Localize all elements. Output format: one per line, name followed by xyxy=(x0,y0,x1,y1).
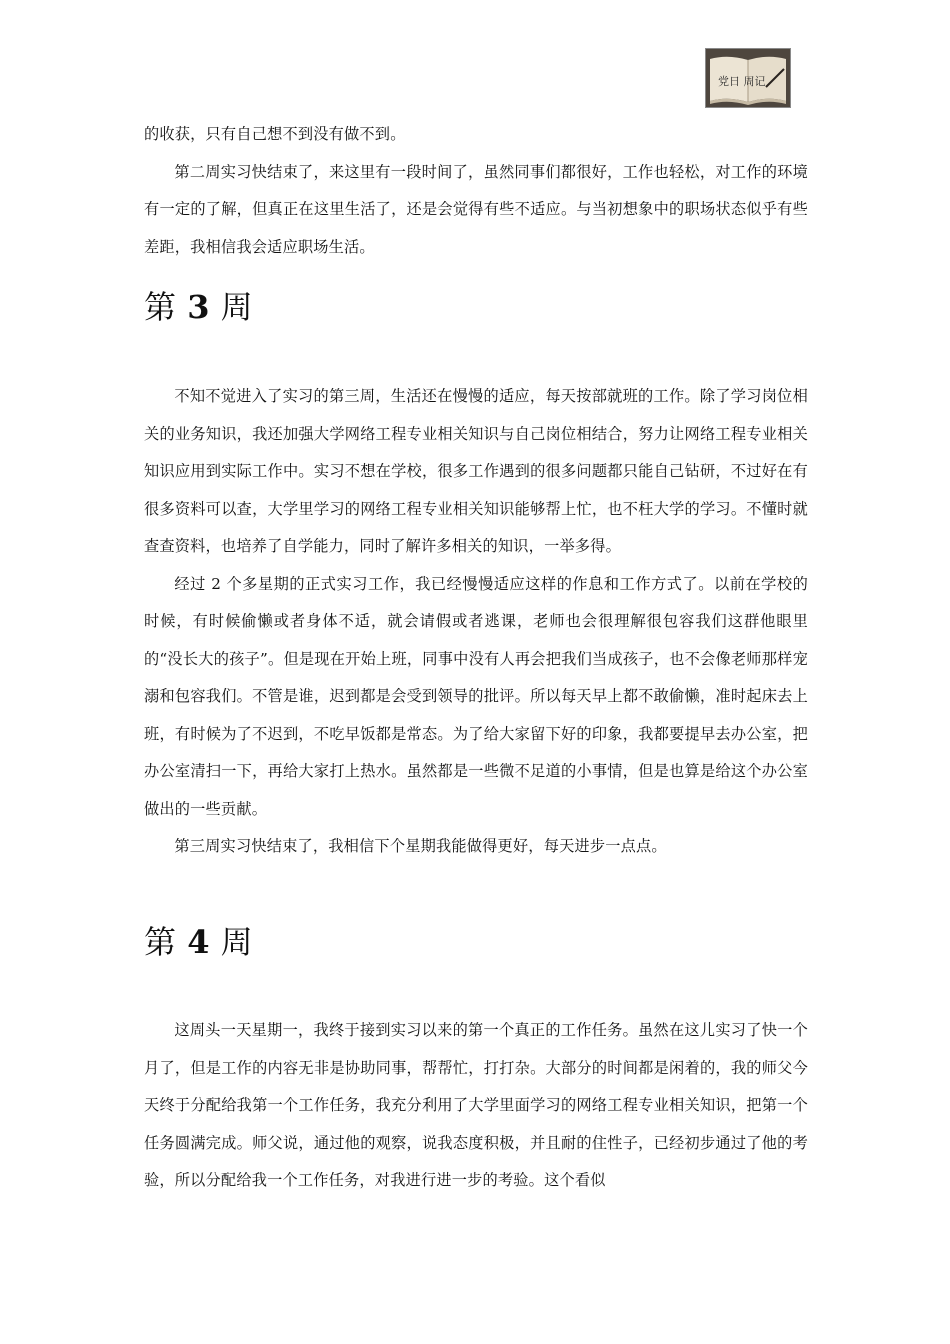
week3-heading-suffix: 周 xyxy=(220,288,254,326)
diary-logo xyxy=(705,48,791,108)
week4-section xyxy=(144,1012,808,1200)
week3-paragraph-3: 第三周实习快结束了，我相信下个星期我能做得更好，每天进步一点点。 xyxy=(174,837,667,855)
paragraph-continued: 的收获，只有自己想不到没有做不到。 xyxy=(144,125,406,143)
week3-section xyxy=(144,378,808,866)
logo-text: 党日 周记 xyxy=(718,75,766,88)
paragraph-week2-summary: 第二周实习快结束了，来这里有一段时间了，虽然同事们都很好，工作也轻松，对工作的环境有一定的了解，但真正在这里生活了，还是会觉得有些不适应。与当初想象中的职场状态似乎有些差距，我相信我会适应职场生活。 xyxy=(144,162,808,256)
week4-heading-suffix: 周 xyxy=(220,923,254,961)
week3-paragraph-1: 不知不觉进入了实习的第三周，生活还在慢慢的适应，每天按部就班的工作。除了学习岗位相关的业务知识，我还加强大学网络工程专业相关知识与自己岗位相结合，努力让网络工程专业相关知识应用到实际工作中。实习不想在学校，很多工作遇到的很多问题都只能自己钻研，不过好在有很多资料可以查，大学里学习的网络工程专业相关知识能够帮上忙，也不枉大学的学习。不懂时就查查资料，也培养了自学能力，同时了解许多相关的知识，一举多得。 xyxy=(144,387,808,555)
open-book-diary-icon xyxy=(706,49,790,107)
week4-heading xyxy=(144,922,253,962)
week3-paragraph-2: 经过 2 个多星期的正式实习工作，我已经慢慢适应这样的作息和工作方式了。以前在学校的时候，有时候偷懒或者身体不适，就会请假或者逃课，老师也会很理解很包容我们这群他眼里的“没长大的孩子”。但是现在开始上班，同事中没有人再会把我们当成孩子，也不会像老师那样宠溺和包容我们。不管是谁，迟到都是会受到领导的批评。所以每天早上都不敢偷懒，准时起床去上班，有时候为了不迟到，不吃早饭都是常态。为了给大家留下好的印象，我都要提早去办公室，把办公室清扫一下，再给大家打上热水。虽然都是一些微不足道的小事情，但是也算是给这个办公室做出的一些贡献。 xyxy=(144,574,808,818)
week4-paragraph-1: 这周头一天星期一，我终于接到实习以来的第一个真正的工作任务。虽然在这儿实习了快一个月了，但是工作的内容无非是协助同事，帮帮忙，打打杂。大部分的时间都是闲着的，我的师父今天终于分配给我第一个工作任务，我充分利用了大学里面学习的网络工程专业相关知识，把第一个任务圆满完成。师父说，通过他的观察，说我态度积极，并且耐的住性子，已经初步通过了他的考验，所以分配给我一个工作任务，对我进行进一步的考验。这个看似 xyxy=(144,1021,808,1189)
top-section xyxy=(144,116,808,266)
week3-heading-number: 3 xyxy=(187,288,210,326)
week4-heading-prefix: 第 xyxy=(144,923,177,961)
week4-heading-number: 4 xyxy=(187,923,210,961)
week3-heading-prefix: 第 xyxy=(144,288,177,326)
week3-heading xyxy=(144,287,253,327)
